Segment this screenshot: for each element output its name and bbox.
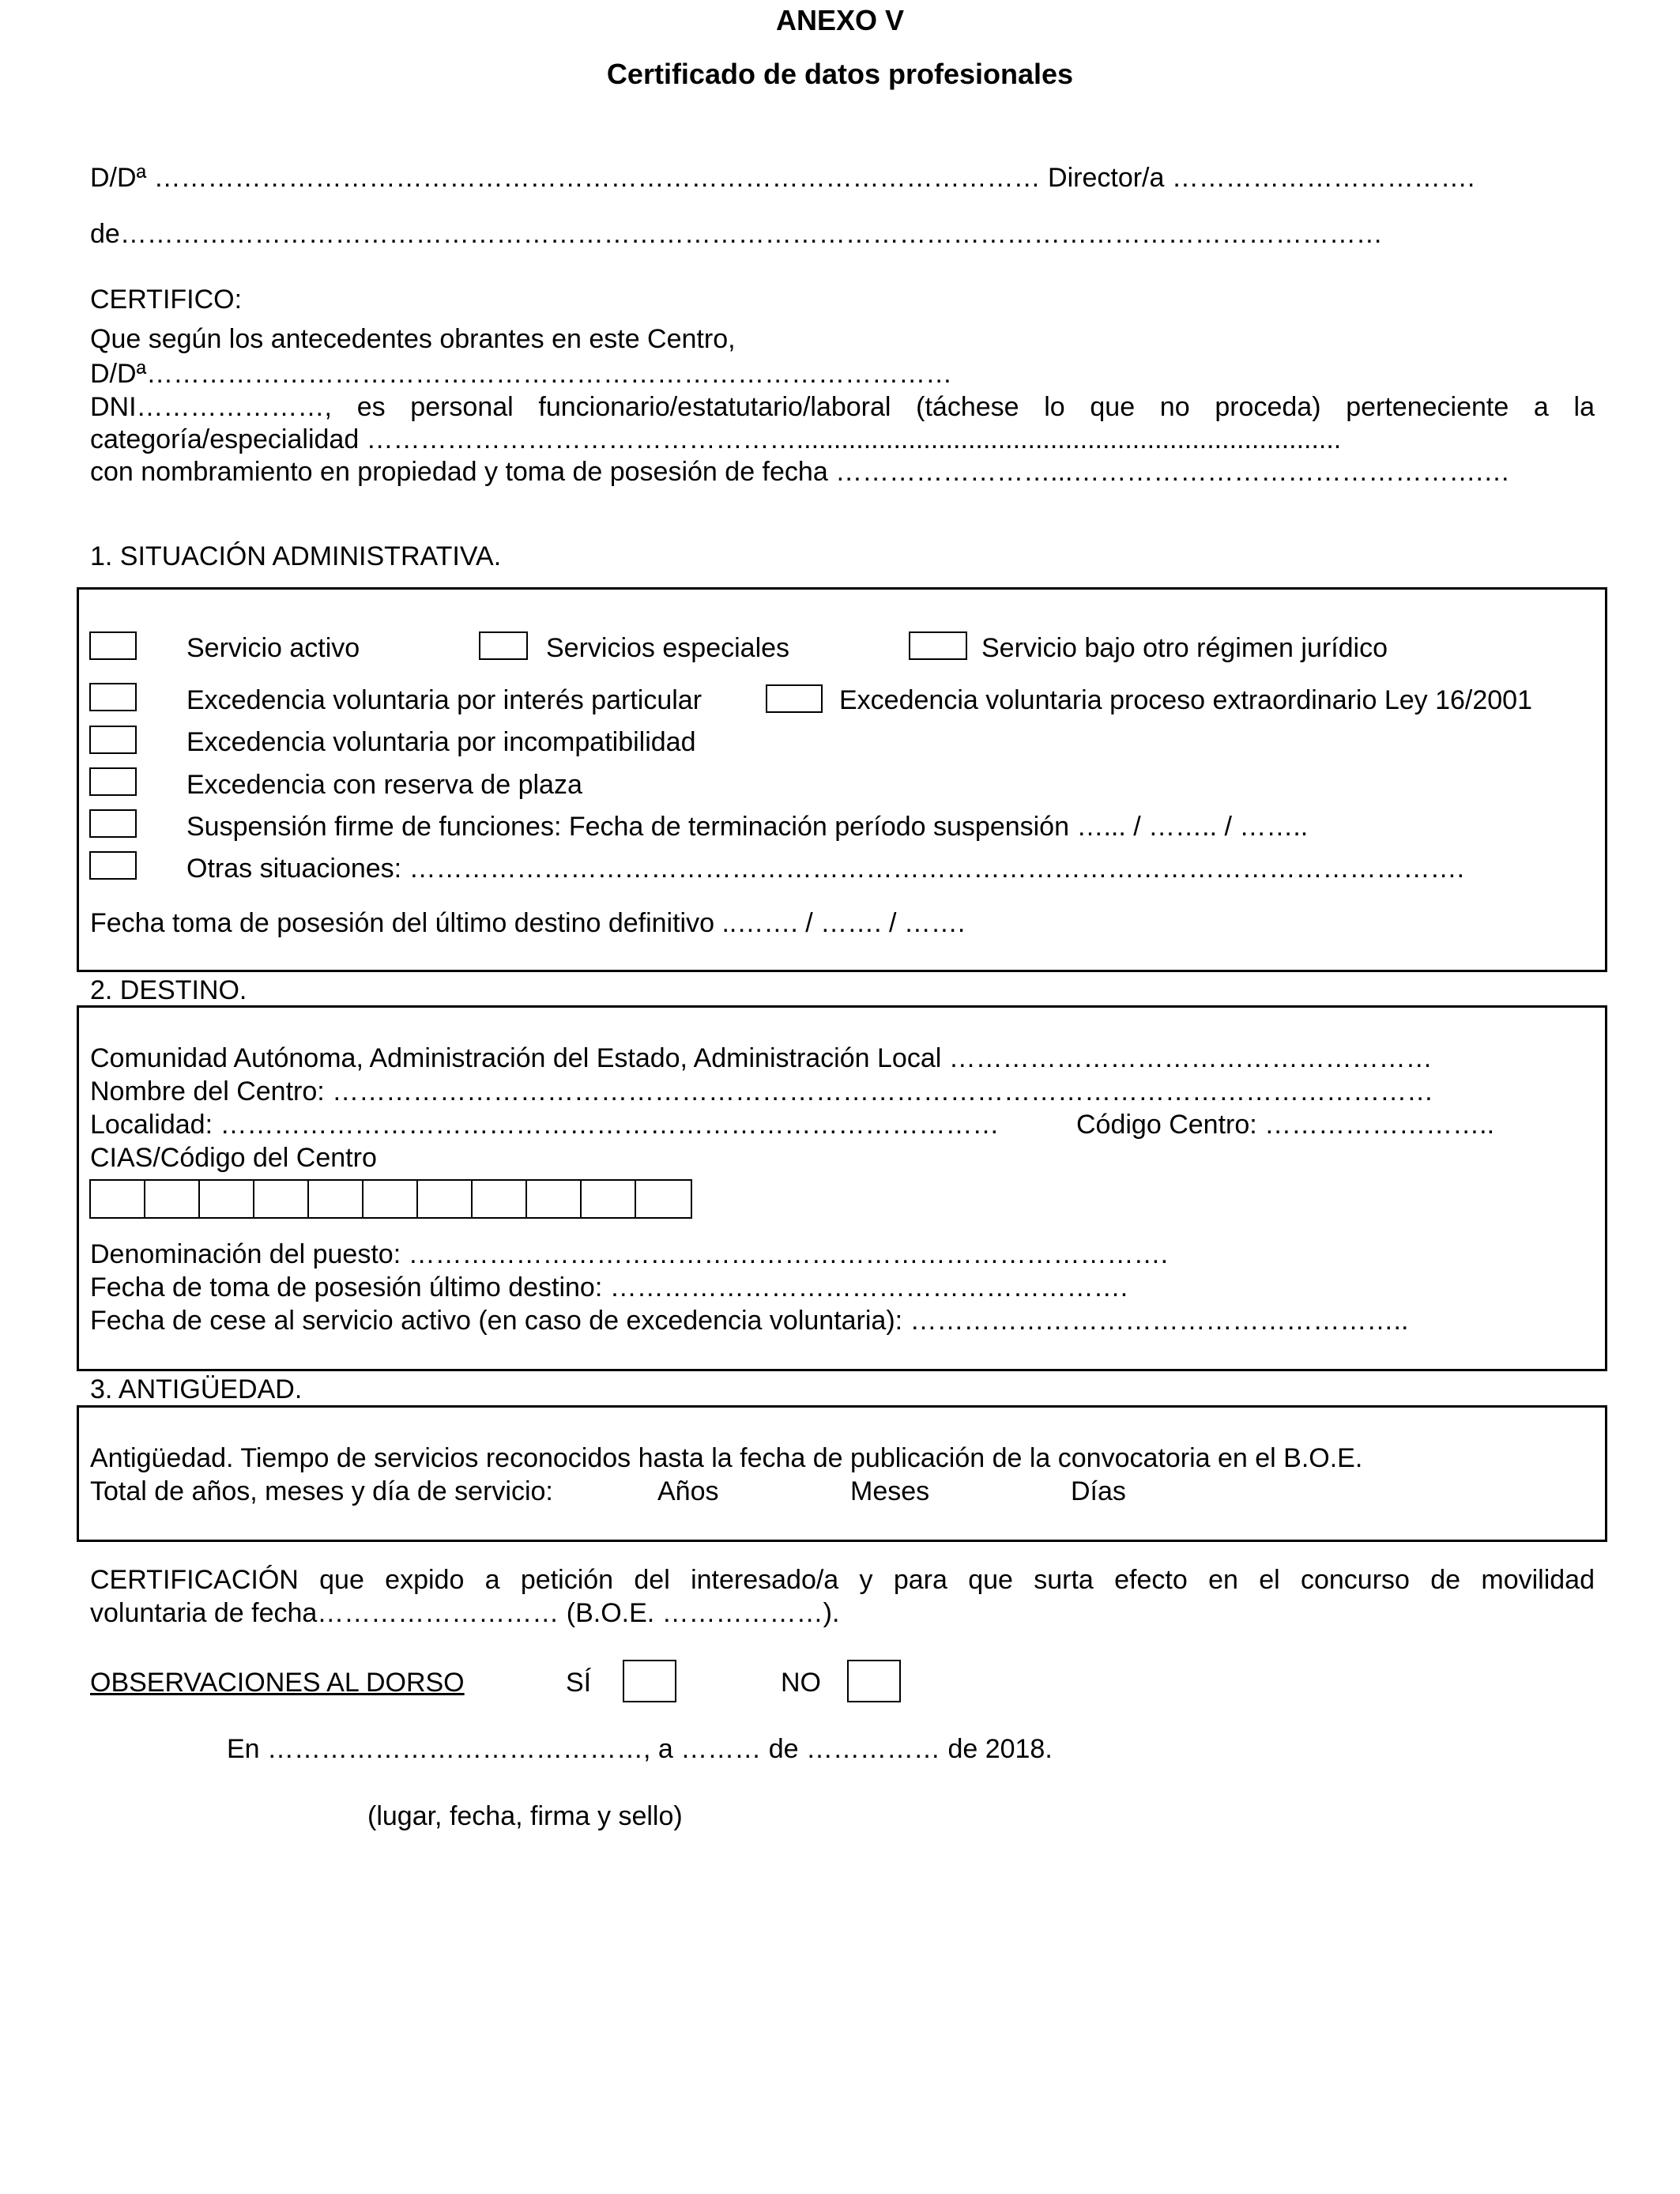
cias-cell[interactable] — [309, 1181, 363, 1217]
certifico-dni-line[interactable]: DNI…………………, es personal funcionario/estatutario/laboral (táchese lo que no proceda) perteneciente a la — [90, 392, 1595, 422]
nombre-centro-line[interactable]: Nombre del Centro: …………………………………………………………………………………………………………… — [90, 1076, 1434, 1106]
cias-cell[interactable] — [473, 1181, 527, 1217]
total-servicio-label: Total de años, meses y día de servicio: — [90, 1476, 553, 1506]
cias-cell[interactable] — [418, 1181, 473, 1217]
antiguedad-line: Antigüedad. Tiempo de servicios reconocidos hasta la fecha de publicación de la convocatoria en el B.O.E. — [90, 1443, 1363, 1473]
fecha-toma-ultimo-line[interactable]: Fecha de toma de posesión último destino: …………………………………………………. — [90, 1272, 1128, 1302]
cias-cell[interactable] — [200, 1181, 254, 1217]
certifico-heading: CERTIFICO: — [90, 285, 243, 315]
cias-cell[interactable] — [582, 1181, 636, 1217]
exc-reserva-checkbox[interactable] — [89, 767, 137, 796]
cias-cell[interactable] — [636, 1181, 691, 1217]
localidad-line[interactable]: Localidad: …………………………………………………………………………… — [90, 1110, 1000, 1140]
cias-cell[interactable] — [145, 1181, 200, 1217]
comunidad-line[interactable]: Comunidad Autónoma, Administración del Estado, Administración Local ……………………………………………… — [90, 1043, 1433, 1073]
exc-incompat-checkbox[interactable] — [89, 726, 137, 754]
exc-interes-label: Excedencia voluntaria por interés particular — [186, 685, 703, 715]
antiguedad-frame — [77, 1405, 1607, 1542]
section-2-heading: 2. DESTINO. — [90, 975, 247, 1005]
section-1-heading: 1. SITUACIÓN ADMINISTRATIVA. — [90, 541, 502, 571]
otro-regimen-label: Servicio bajo otro régimen jurídico — [981, 633, 1388, 663]
si-label: SÍ — [566, 1668, 592, 1698]
cias-cell[interactable] — [527, 1181, 582, 1217]
certificacion-line-1: CERTIFICACIÓN que expido a petición del interesado/a y para que surta efecto en el concurso de movilidad — [90, 1565, 1595, 1595]
exc-incompat-label: Excedencia voluntaria por incompatibilidad — [186, 727, 696, 757]
de-line[interactable]: de…………………………………………………………………………………………………………………………… — [90, 219, 1383, 249]
servicio-activo-label: Servicio activo — [186, 633, 360, 663]
anos-label[interactable]: Años — [657, 1476, 719, 1506]
denominacion-line[interactable]: Denominación del puesto: …………………………………………………………………………. — [90, 1239, 1169, 1269]
observaciones-si-checkbox[interactable] — [623, 1660, 676, 1702]
lugar-fecha-line[interactable]: En ……………………………………, a ……… de …………… de 2018. — [227, 1734, 1053, 1764]
cias-cell[interactable] — [91, 1181, 145, 1217]
firma-note: (lugar, fecha, firma y sello) — [367, 1801, 683, 1831]
observaciones-no-checkbox[interactable] — [847, 1660, 901, 1702]
director-line[interactable]: D/Dª ……………………………………………………………………………………… Director/a ……………………………. — [90, 163, 1475, 193]
servicios-especiales-label: Servicios especiales — [546, 633, 790, 663]
meses-label[interactable]: Meses — [850, 1476, 930, 1506]
certificacion-line-2[interactable]: voluntaria de fecha……………………… (B.O.E. ………………). — [90, 1598, 840, 1628]
servicio-activo-checkbox[interactable] — [89, 631, 137, 660]
otras-situaciones-label[interactable]: Otras situaciones: ………………………………………………………………………………………………………. — [186, 854, 1465, 884]
cias-code-grid[interactable] — [89, 1179, 692, 1219]
servicios-especiales-checkbox[interactable] — [479, 631, 528, 660]
document-title: Certificado de datos profesionales — [606, 58, 1074, 90]
cias-cell[interactable] — [254, 1181, 309, 1217]
certifico-name-line[interactable]: D/Dª……………………………………………………………………………… — [90, 359, 953, 389]
otras-situaciones-checkbox[interactable] — [89, 851, 137, 880]
dias-label[interactable]: Días — [1071, 1476, 1126, 1506]
codigo-centro-line[interactable]: Código Centro: …………………….. — [1076, 1110, 1495, 1140]
fecha-toma-definitivo[interactable]: Fecha toma de posesión del último destino definitivo ..……. / ……. / ……. — [90, 908, 966, 938]
fecha-cese-line[interactable]: Fecha de cese al servicio activo (en caso de excedencia voluntaria): ……………………………………………….. — [90, 1306, 1409, 1336]
certifico-fecha-line[interactable]: con nombramiento en propiedad y toma de posesión de fecha ……………………...……………………………………….… — [90, 457, 1510, 487]
exc-interes-checkbox[interactable] — [89, 683, 137, 711]
certifico-categoria-line[interactable]: categoría/especialidad …………………………………………......................................................................... — [90, 424, 1342, 454]
exc-reserva-label: Excedencia con reserva de plaza — [186, 770, 582, 800]
observaciones-label: OBSERVACIONES AL DORSO — [90, 1668, 465, 1698]
section-3-heading: 3. ANTIGÜEDAD. — [90, 1374, 303, 1404]
cias-cell[interactable] — [363, 1181, 418, 1217]
annex-title: ANEXO V — [775, 4, 905, 36]
exc-extraordinario-checkbox[interactable] — [766, 684, 823, 713]
cias-label: CIAS/Código del Centro — [90, 1143, 377, 1173]
suspension-label[interactable]: Suspensión firme de funciones: Fecha de terminación período suspensión …... / …….. / …….. — [186, 812, 1309, 842]
exc-extraordinario-label: Excedencia voluntaria proceso extraordinario Ley 16/2001 — [839, 685, 1532, 715]
otro-regimen-checkbox[interactable] — [909, 631, 967, 660]
certifico-line-1: Que según los antecedentes obrantes en este Centro, — [90, 324, 736, 354]
no-label: NO — [781, 1668, 821, 1698]
suspension-checkbox[interactable] — [89, 809, 137, 838]
